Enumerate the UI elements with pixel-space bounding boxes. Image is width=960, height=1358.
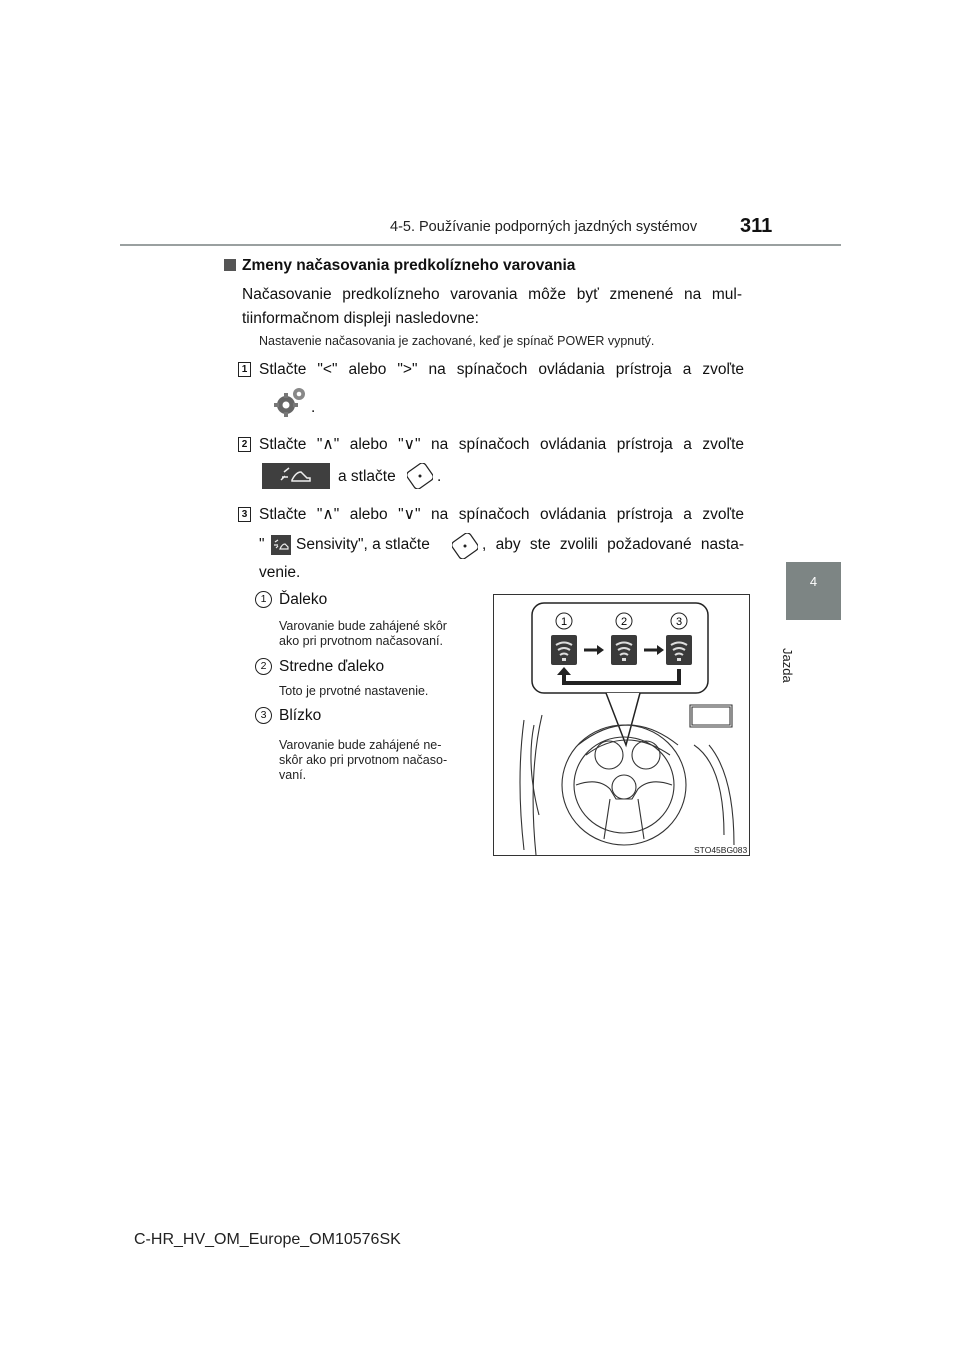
sensitivity-far-tile	[551, 635, 577, 665]
ok-button-icon	[407, 463, 433, 489]
figure-label-2: 2	[620, 616, 628, 628]
note-text: Nastavenie načasovania je zachované, keď je spínač POWER vypnutý.	[259, 334, 655, 348]
step-2-and-press: a stlačte	[338, 468, 396, 485]
step-number-3: 3	[238, 507, 251, 522]
section-heading	[224, 257, 575, 275]
running-header-section: 4-5. Používanie podporných jazdných systémov	[390, 219, 698, 235]
chapter-tab-label: Jazda	[780, 648, 795, 683]
section-heading-text: Zmeny načasovania predkolízneho varovania	[242, 257, 576, 274]
step-number-1: 1	[238, 362, 251, 377]
footer-doc-id: C-HR_HV_OM_Europe_OM10576SK	[134, 1231, 401, 1248]
step-3-text: Stlačte "∧" alebo "∨" na spínačoch ovládania prístroja a zvoľte	[259, 506, 744, 523]
option-3-desc-line3: vaní.	[279, 768, 307, 782]
sensitivity-icon	[271, 535, 291, 555]
step-3-quote: "	[259, 536, 265, 553]
figure-code: STO45BG083	[694, 845, 748, 855]
sensitivity-near-tile	[666, 635, 692, 665]
option-number-3: 3	[255, 707, 272, 724]
option-1-desc-line1: Varovanie bude zahájené skôr	[279, 619, 447, 633]
option-3-desc-line2: skôr ako pri prvotnom načaso-	[279, 753, 448, 767]
settings-gear-icon	[272, 384, 308, 420]
intro-paragraph	[242, 283, 742, 331]
step-1-period: .	[311, 399, 316, 416]
option-1-title: Ďaleko	[279, 591, 328, 608]
bullet-square-icon	[224, 259, 236, 271]
option-3-title: Blízko	[279, 707, 322, 724]
option-2-desc-line1: Toto je prvotné nastavenie.	[279, 684, 429, 698]
step-3-text-end: , aby ste zvolili požadované nasta-	[482, 536, 744, 553]
option-2-title: Stredne ďaleko	[279, 658, 385, 675]
pcs-menu-icon	[262, 463, 330, 489]
option-number-1: 1	[255, 591, 272, 608]
figure-illustration	[493, 594, 750, 856]
page-number: 311	[740, 215, 773, 237]
intro-line-1: Načasovanie predkolízneho varovania môže byť zmenené na mul-	[242, 286, 742, 303]
option-3-desc-line1: Varovanie bude zahájené ne-	[279, 738, 442, 752]
step-3-sensitivity-text: Sensivity", a stlačte	[296, 536, 430, 553]
figure-label-1: 1	[560, 616, 568, 628]
figure-label-3: 3	[675, 616, 683, 628]
step-2-period: .	[437, 468, 442, 485]
option-1-desc-line2: ako pri prvotnom načasovaní.	[279, 634, 443, 648]
step-1-text: Stlačte "<" alebo ">" na spínačoch ovládania prístroja a zvoľte	[259, 361, 744, 378]
header-rule	[120, 244, 841, 246]
intro-line-2: tiinformačnom displeji nasledovne:	[242, 310, 479, 327]
step-3-text-line3: venie.	[259, 564, 301, 581]
step-2-text: Stlačte "∧" alebo "∨" na spínačoch ovládania prístroja a zvoľte	[259, 436, 744, 453]
chapter-tab-number: 4	[809, 574, 818, 589]
ok-button-icon	[452, 533, 478, 559]
sensitivity-middle-tile	[611, 635, 637, 665]
step-number-2: 2	[238, 437, 251, 452]
chapter-tab	[786, 562, 841, 620]
steering-display-illustration	[494, 595, 749, 855]
option-number-2: 2	[255, 658, 272, 675]
